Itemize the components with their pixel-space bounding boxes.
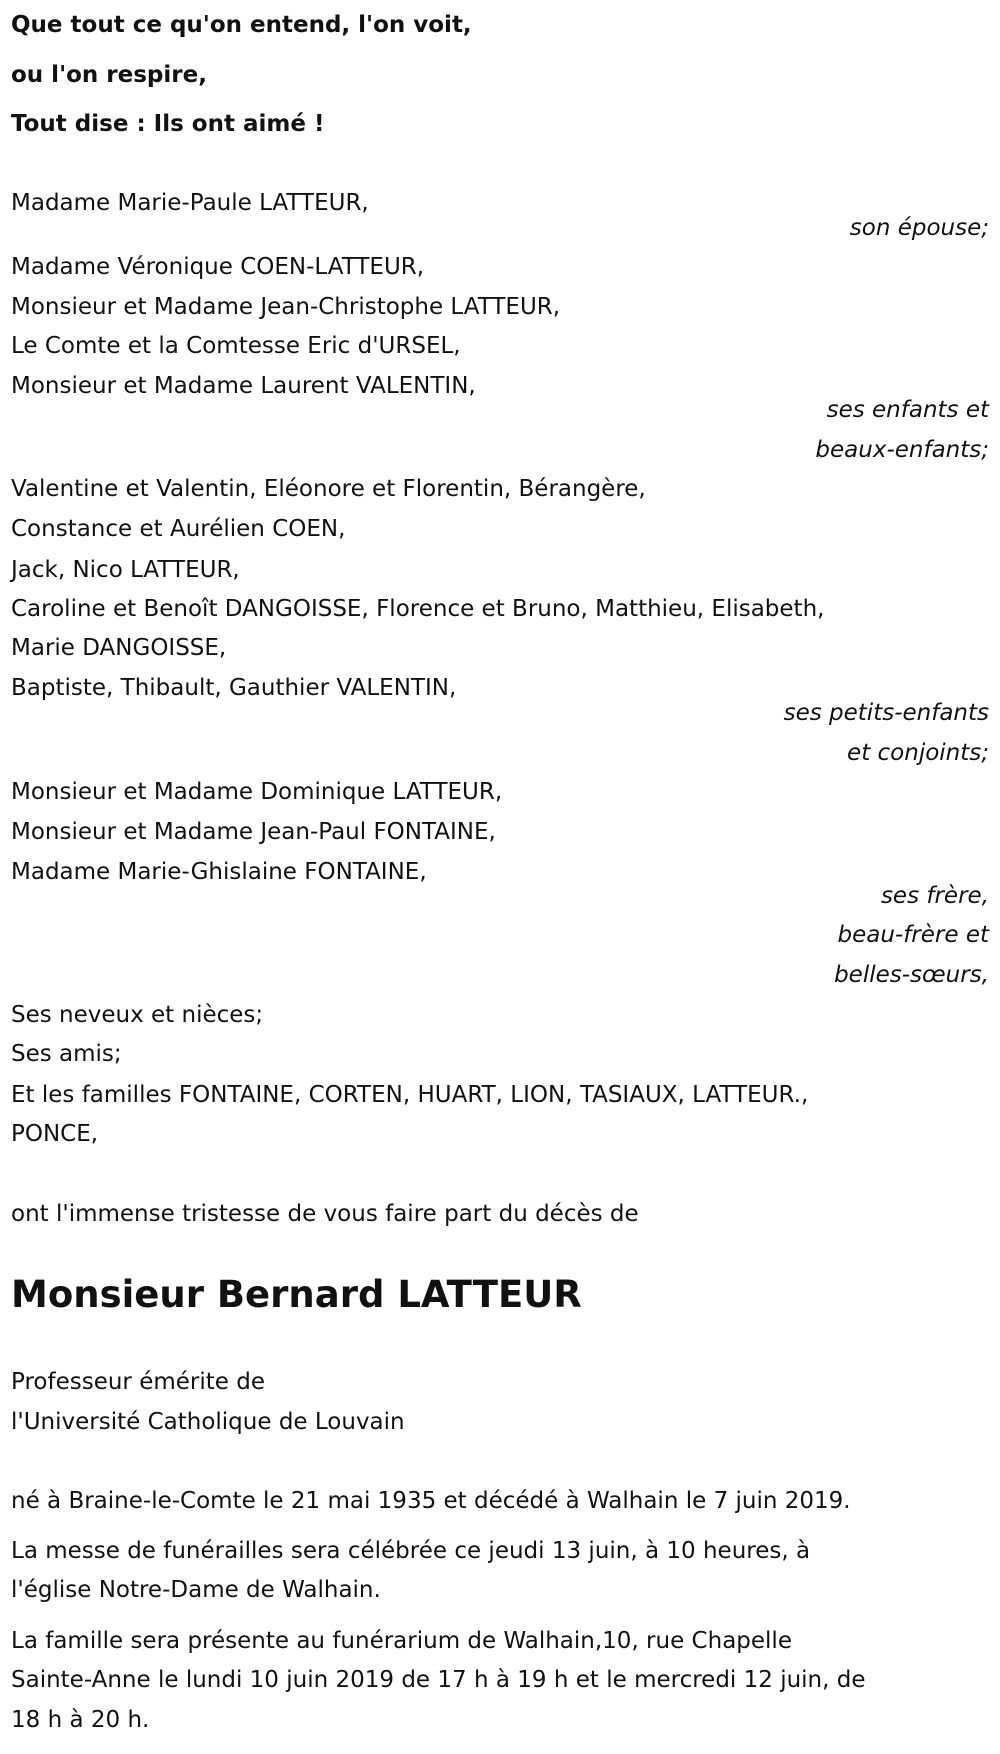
others-line: PONCE, [11,1121,99,1147]
deceased-title: Professeur émérite de [11,1369,265,1395]
child-name: Monsieur et Madame Laurent VALENTIN, [11,373,476,399]
child-name: Le Comte et la Comtesse Eric d'URSEL, [11,333,461,359]
sibling-name: Monsieur et Madame Dominique LATTEUR, [11,779,503,805]
grandchild-name: Valentine et Valentin, Eléonore et Florentin, Bérangère, [11,476,646,502]
others-line: Et les familles FONTAINE, CORTEN, HUART, LION, TASIAUX, LATTEUR., [11,1082,809,1108]
siblings-relation: ses frère, [880,883,989,909]
child-name: Madame Véronique COEN-LATTEUR, [11,254,425,280]
grandchildren-relation: et conjoints; [847,740,989,766]
deceased-title: l'Université Catholique de Louvain [11,1409,405,1435]
siblings-relation: belles-sœurs, [834,962,989,988]
children-relation: beaux-enfants; [815,437,989,463]
siblings-relation: beau-frère et [837,922,989,948]
details-line: Sainte-Anne le lundi 10 juin 2019 de 17 h à 19 h et le mercredi 12 juin, de [11,1667,866,1693]
details-line: La famille sera présente au funérarium de Walhain,10, rue Chapelle [11,1628,792,1654]
details-line: 18 h à 20 h. [11,1707,150,1733]
poem-line: Tout dise : Ils ont aimé ! [11,111,325,137]
spouse-name: Madame Marie-Paule LATTEUR, [11,190,369,216]
spouse-relation: son épouse; [849,215,989,241]
announcement: ont l'immense tristesse de vous faire part du décès de [11,1201,639,1227]
deceased-name: Monsieur Bernard LATTEUR [11,1273,582,1316]
child-name: Monsieur et Madame Jean-Christophe LATTEUR, [11,294,561,320]
others-line: Ses amis; [11,1041,122,1067]
sibling-name: Monsieur et Madame Jean-Paul FONTAINE, [11,819,496,845]
details-line: l'église Notre-Dame de Walhain. [11,1577,381,1603]
details-line: La messe de funérailles sera célébrée ce jeudi 13 juin, à 10 heures, à [11,1538,811,1564]
sibling-name: Madame Marie-Ghislaine FONTAINE, [11,859,427,885]
children-relation: ses enfants et [826,397,989,423]
poem-line: Que tout ce qu'on entend, l'on voit, [11,12,472,38]
others-line: Ses neveux et nièces; [11,1002,264,1028]
grandchild-name: Marie DANGOISSE, [11,635,227,661]
grandchild-name: Jack, Nico LATTEUR, [11,557,240,583]
grandchild-name: Caroline et Benoît DANGOISSE, Florence et Bruno, Matthieu, Elisabeth, [11,596,825,622]
grandchild-name: Constance et Aurélien COEN, [11,516,346,542]
details-line: né à Braine-le-Comte le 21 mai 1935 et décédé à Walhain le 7 juin 2019. [11,1488,851,1514]
grandchild-name: Baptiste, Thibault, Gauthier VALENTIN, [11,675,457,701]
grandchildren-relation: ses petits-enfants [783,700,989,726]
poem-line: ou l'on respire, [11,62,207,88]
